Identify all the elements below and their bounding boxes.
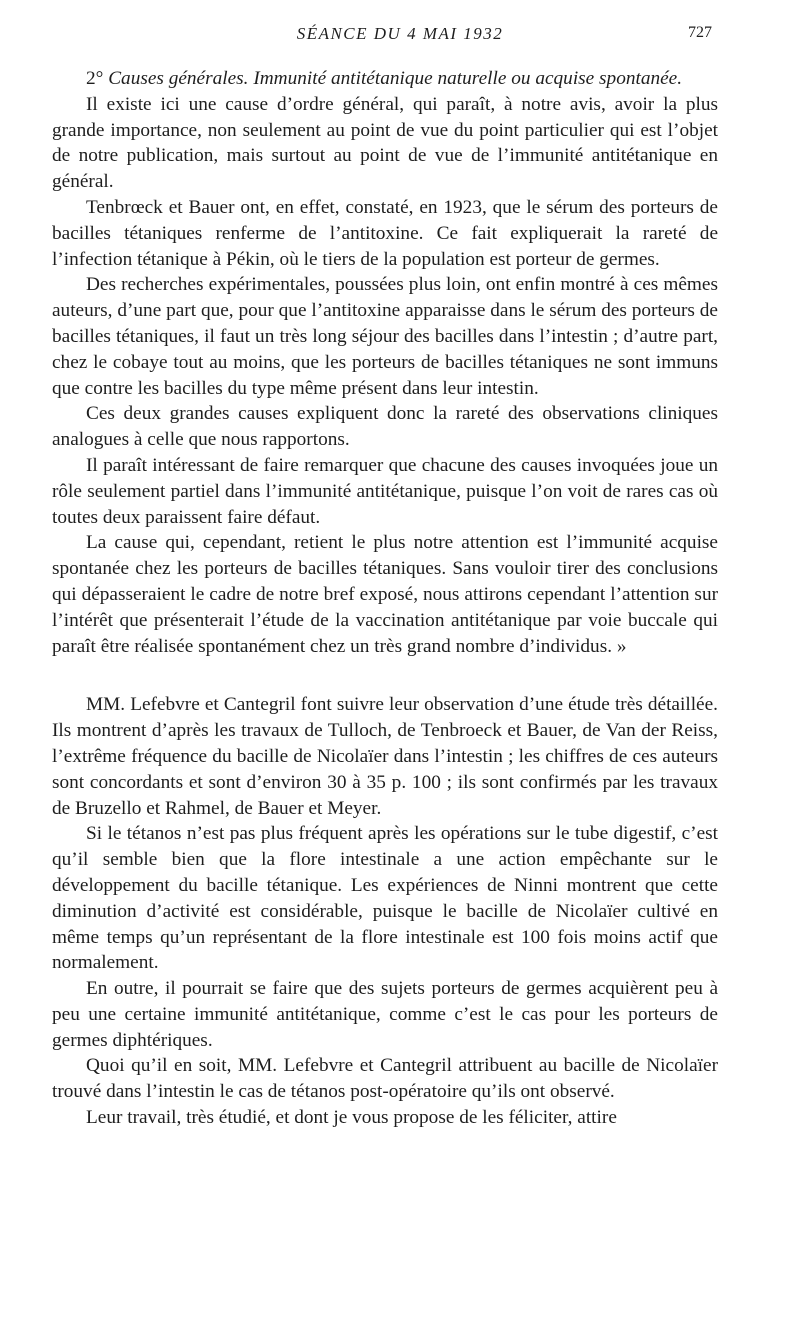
body-text	[52, 66, 718, 1131]
paragraph-5: Il paraît intéressant de faire remarquer que chacune des causes invoquées joue un rôle seulement partiel dans l’immunité antitétanique, puisque l’on voit de rares cas où toutes deux paraissent faire défaut.	[52, 454, 718, 528]
paragraph-6: La cause qui, cependant, retient le plus notre attention est l’immunité acquise spontanée chez les porteurs de bacilles tétaniques. Sans vouloir tirer des conclusions qui dépasseraient le cadre de notre bref exposé, nous attirons cependant l’attention sur l’intérêt que présenterait l’étude de la vaccination antitétanique par voie buccale qui paraît être réalisée spontanément chez un très grand nombre d’individus. »	[52, 532, 718, 657]
paragraph-11: Leur travail, très étudié, et dont je vous propose de les féliciter, attire	[86, 1107, 617, 1129]
paragraph-9: En outre, il pourrait se faire que des sujets porteurs de germes acquièrent peu à peu une certaine immunité antitétanique, comme c’est le cas pour les porteurs de germes diphtériques.	[52, 978, 718, 1051]
paragraph-8: Si le tétanos n’est pas plus fréquent après les opérations sur le tube digestif, c’est qu’il semble bien que la flore intestinale a une action empêchante sur le développement du bacille tétanique. Les expériences de Ninni montrent que cette diminution d’activité est considérable, puisque le bacille de Nicolaïer cultivé en même temps qu’un représentant de la flore intestinale est 100 fois moins actif que normalement.	[52, 823, 718, 974]
running-title: SÉANCE DU 4 MAI 1932	[296, 24, 504, 43]
page-number: 727	[688, 24, 712, 41]
paragraph-1: Il existe ici une cause d’ordre général, qui paraît, à notre avis, avoir la plus grande importance, non seulement au point de vue du point particulier qui est l’objet de notre publication, mais surtout au point de vue de l’immunité antitétanique en général.	[52, 93, 718, 193]
section-heading	[52, 66, 718, 92]
paragraph-7: MM. Lefebvre et Cantegril font suivre leur observation d’une étude très détaillée. Ils montrent d’après les travaux de Tulloch, de Tenbroeck et Bauer, de Van der Reiss, l’extrême fréquence du bacille de Nicolaïer dans l’intestin ; les chiffres de ces auteurs sont concordants et sont d’environ 30 à 35 p. 100 ; ils sont confirmés par les travaux de Bruzello et Rahmel, de Bauer et Meyer.	[52, 694, 718, 819]
paragraph-3: Des recherches expérimentales, poussées plus loin, ont enfin montré à ces mêmes auteurs, d’une part que, pour que l’antitoxine apparaisse dans le sérum des porteurs de bacilles tétaniques, il faut un très long séjour des bacilles dans l’intestin ; d’autre part, chez le cobaye tout au moins, que les porteurs de bacilles tétaniques ne sont immuns que contre les bacilles du type même présent dans leur intestin.	[52, 274, 718, 399]
section-title: Causes générales. Immunité antitétanique naturelle ou acquise spontanée.	[108, 68, 683, 89]
paragraph-4: Ces deux grandes causes expliquent donc la rareté des observations cliniques analogues à celle que nous rapportons.	[52, 403, 718, 451]
paragraph-2: Tenbrœck et Bauer ont, en effet, constaté, en 1923, que le sérum des porteurs de bacilles tétaniques renferme de l’antitoxine. Ce fait expliquerait la rareté de l’infection tétanique à Pékin, où le tiers de la population est porteur de germes.	[52, 196, 718, 270]
paragraph-10: Quoi qu’il en soit, MM. Lefebvre et Cantegril attribuent au bacille de Nicolaïer trouvé dans l’intestin le cas de tétanos post-opératoire qu’ils ont observé.	[52, 1055, 718, 1103]
section-number: 2°	[86, 68, 104, 89]
running-head	[80, 24, 720, 48]
